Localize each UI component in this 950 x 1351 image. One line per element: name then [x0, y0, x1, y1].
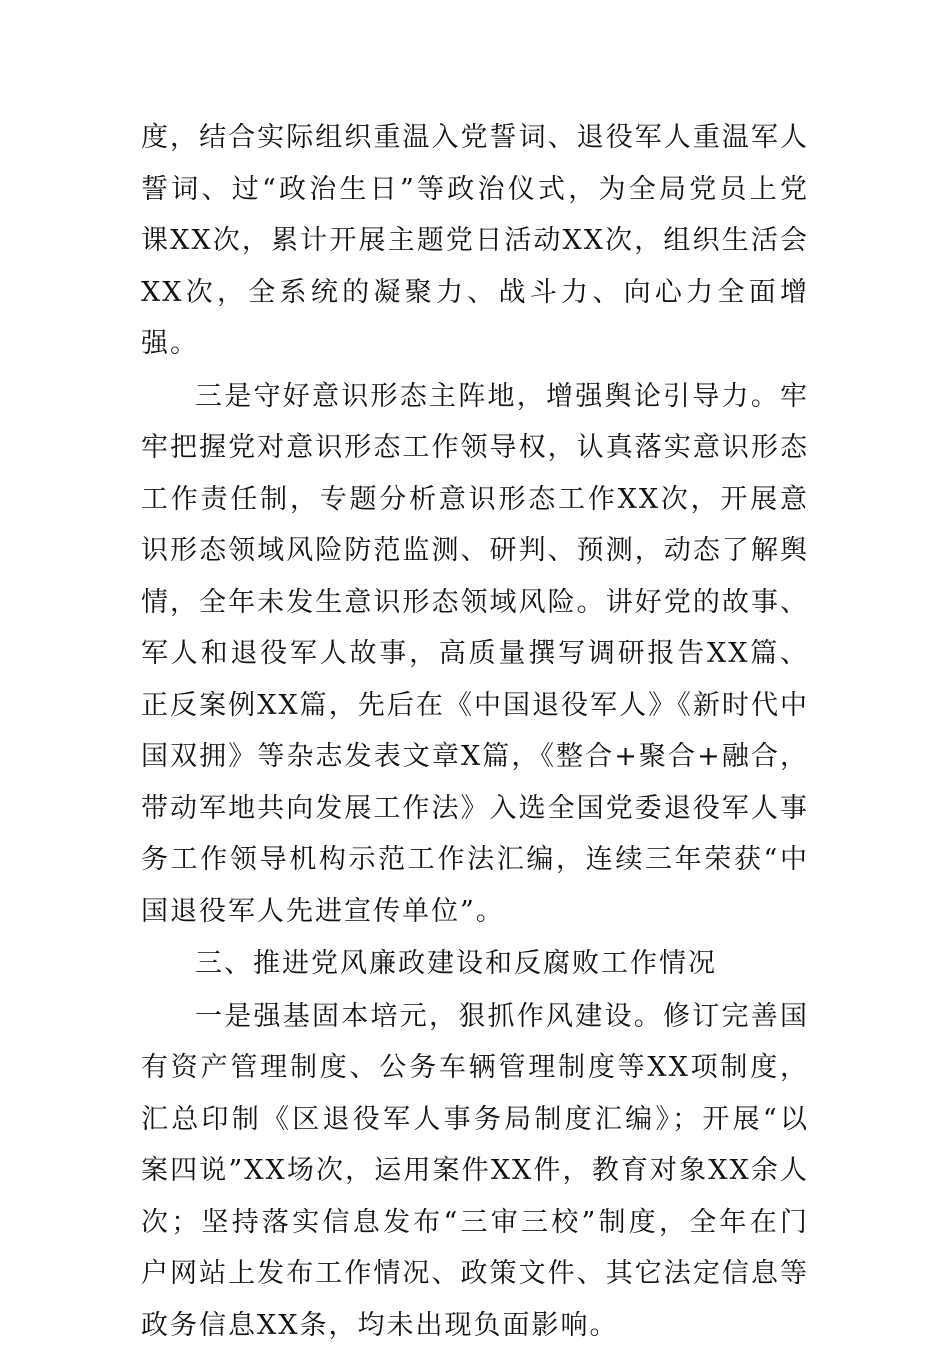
paragraph-continued: 度，结合实际组织重温入党誓词、退役军人重温军人誓词、过“政治生日”等政治仪式，为全局党员上党课XX次，累计开展主题党日活动XX次，组织生活会XX次，全系统的凝聚力、战斗力、向心力全面增强。: [141, 112, 809, 370]
document-body: [141, 112, 809, 1351]
paragraph-foundation: 一是强基固本培元，狠抓作风建设。修订完善国有资产管理制度、公务车辆管理制度等XX项制度，汇总印制《区退役军人事务局制度汇编》；开展“以案四说”XX场次，运用案件XX件，教育对象XX余人次；坚持落实信息发布“三审三校”制度，全年在门户网站上发布工作情况、政策文件、其它法定信息等政务信息XX条，均未出现负面影响。: [141, 991, 809, 1351]
paragraph-ideology: 三是守好意识形态主阵地，增强舆论引导力。牢牢把握党对意识形态工作领导权，认真落实意识形态工作责任制，专题分析意识形态工作XX次，开展意识形态领域风险防范监测、研判、预测，动态了解舆情，全年未发生意识形态领域风险。讲好党的故事、军人和退役军人故事，高质量撰写调研报告XX篇、正反案例XX篇，先后在《中国退役军人》《新时代中国双拥》等杂志发表文章X篇，《整合+聚合+融合，带动军地共向发展工作法》入选全国党委退役军人事务工作领导机构示范工作法汇编，连续三年荣获“中国退役军人先进宣传单位”。: [141, 371, 809, 938]
section-heading: 三、推进党风廉政建设和反腐败工作情况: [141, 938, 809, 990]
